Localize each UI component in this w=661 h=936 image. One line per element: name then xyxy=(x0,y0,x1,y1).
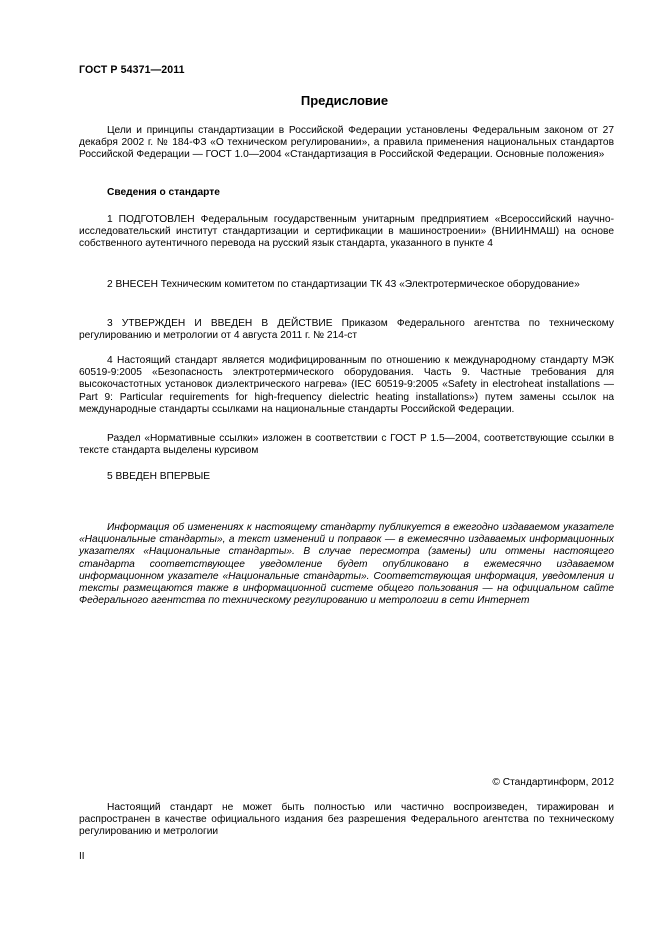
page-title: Предисловие xyxy=(300,93,389,108)
item-3-approved: 3 УТВЕРЖДЕН И ВВЕДЕН В ДЕЙСТВИЕ Приказом Федерального агентства по техническому регулированию и метрологии от 4 августа 2011 г. № 214-ст xyxy=(79,318,614,342)
item-5-first-introduced: 5 ВВЕДЕН ВПЕРВЫЕ xyxy=(107,471,211,482)
item-4-normative-refs: Раздел «Нормативные ссылки» изложен в соответствии с ГОСТ Р 1.5—2004, соответствующие ссылки в тексте стандарта выделены курсивом xyxy=(79,433,614,457)
item-2-submitted: 2 ВНЕСЕН Техническим комитетом по стандартизации ТК 43 «Электротермическое оборудование» xyxy=(107,279,580,290)
amendments-notice: Информация об изменениях к настоящему стандарту публикуется в ежегодно издаваемом указателе «Национальные стандарты», а текст изменений и поправок — в ежемесячно издаваемых информационных указателях «Национальные стандарты». В случае пересмотра (замены) или отмены настоящего стандарта соответствующее уведомление будет опубликовано в ежемесячно издаваемом информационном указателе «Национальные стандарты». Соответствующая информация, уведомления и тексты размещаются также в информационной системе общего пользования — на официальном сайте Федерального агентства по техническому регулированию и метрологии в сети Интернет xyxy=(79,522,614,607)
document-code: ГОСТ Р 54371—2011 xyxy=(79,64,185,76)
page-number: II xyxy=(79,851,85,862)
intro-paragraph: Цели и принципы стандартизации в Российской Федерации установлены Федеральным законом от 27 декабря 2002 г. № 184-ФЗ «О техническом регулировании», а правила применения национальных стандартов Российской Федерации — ГОСТ 1.0—2004 «Стандартизация в Российской Федерации. Основные положения» xyxy=(79,125,614,161)
item-1-prepared: 1 ПОДГОТОВЛЕН Федеральным государственным унитарным предприятием «Всероссийский научно-исследовательский институт стандартизации и сертификации в машиностроении» (ВНИИНМАШ) на основе собственного аутентичного перевода на русский язык стандарта, указанного в пункте 4 xyxy=(79,214,614,250)
item-4-modified: 4 Настоящий стандарт является модифицированным по отношению к международному стандарту МЭК 60519-9:2005 «Безопасность электротермического оборудования. Часть 9. Частные требования для высокочастотных установок диэлектрического нагрева» (IEC 60519-9:2005 «Safety in electroheat installations — Part 9: Particular requirements for high-frequency dielectric heating installations») путем замены ссылок на международные стандарты ссылками на национальные стандарты Российской Федерации. xyxy=(79,355,614,415)
legal-notice: Настоящий стандарт не может быть полностью или частично воспроизведен, тиражирован и распространен в качестве официального издания без разрешения Федерального агентства по техническому регулированию и метрологии xyxy=(79,802,614,838)
section-heading: Сведения о стандарте xyxy=(107,187,220,198)
copyright-line: © Стандартинформ, 2012 xyxy=(492,777,614,788)
